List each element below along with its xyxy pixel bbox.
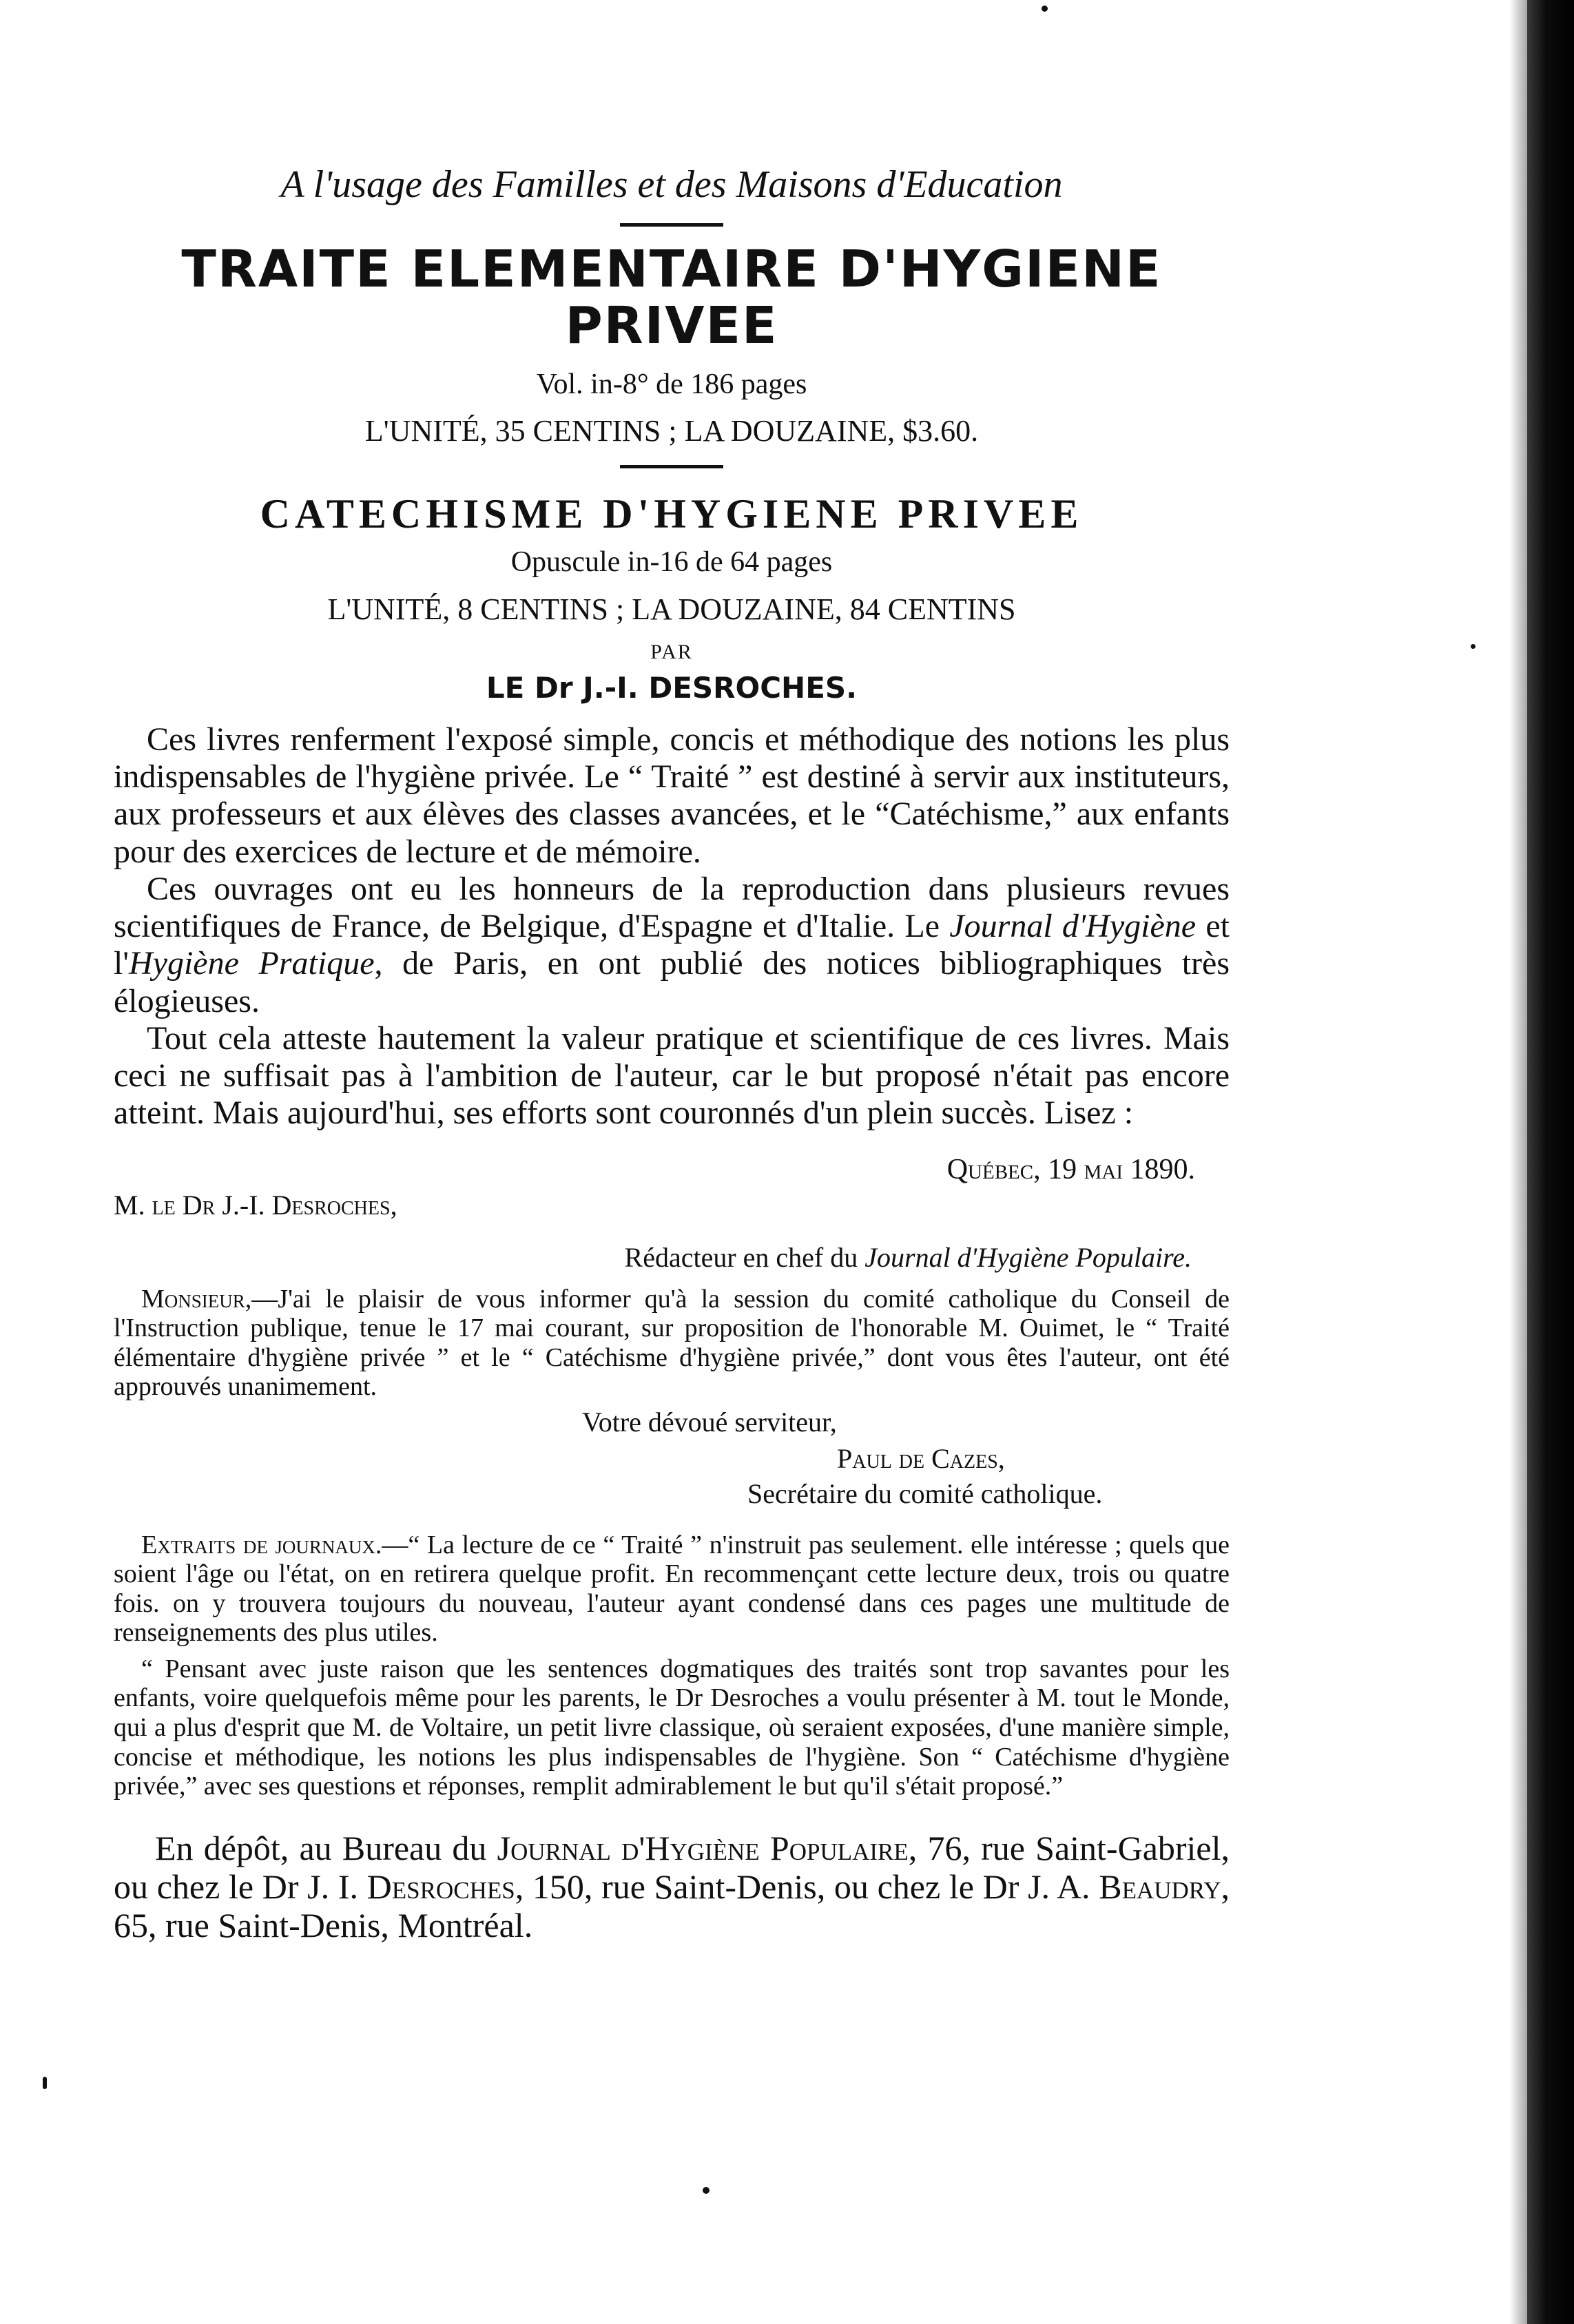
depot-paragraph (114, 1829, 1230, 1944)
body-paragraph-2 (114, 871, 1230, 1020)
document-body (114, 141, 1230, 1944)
divider (620, 223, 723, 227)
scan-speck (1471, 644, 1475, 649)
scan-speck (703, 2187, 710, 2194)
body-paragraph-1: Ces livres renferment l'exposé simple, concis et méthodique des notions les plus indispensables de l'hygiène privée. Le “ Traité ” est destiné à servir aux instituteurs, aux professeurs et aux élèves des classes avancées, et le “Catéchisme,” aux enfants pour des exercices de lecture et de mémoire. (114, 720, 1230, 870)
depot-beaudry: J. A. Beaudry (1028, 1867, 1221, 1906)
journal-title: Journal d'Hygiène Populaire. (864, 1241, 1192, 1273)
depot-text: , 76, rue Saint-Gabriel, ou chez le Dr (114, 1828, 1230, 1906)
letter-signature: Paul de Cazes, (837, 1442, 1005, 1474)
letter-redacteur (114, 1241, 1230, 1274)
body-text: et l' (114, 908, 1230, 982)
depot-text: , 150, rue Saint-Denis, ou chez le Dr (515, 1867, 1028, 1906)
author-line: LE Dr J.-I. DESROCHES. (486, 670, 858, 705)
letter-date: Québec, 19 mai 1890. (946, 1153, 1195, 1185)
scan-dark-edge (1527, 0, 1574, 2324)
extract-text: —“ La lecture de ce “ Traité ” n'instruit pas seulement. elle intéresse ; quels que soient l'âge ou l'état, on en retirera quelque profit. En recommençant cette lecture deux, trois ou quatre fois. on y trouvera toujours du nouveau, l'auteur ayant condensé dans ces pages une multitude de renseignements des plus utiles. (114, 1530, 1230, 1648)
extract-paragraph-1 (114, 1531, 1230, 1648)
extract-paragraph-2: “ Pensant avec juste raison que les sentences dogmatiques des traités sont trop savantes pour les enfants, voire quelquefois même pour les parents, le Dr Desroches a voulu présenter à M. tout le Monde, qui a plus d'esprit que M. de Voltaire, un petit livre classique, où seraient exposées, d'une manière simple, concise et méthodique, les notions les plus indispensables de l'hygiène. Son “ Catéchisme d'hygiène privée,” avec ses questions et réponses, remplit admirablement le but qu'il s'était proposé.” (114, 1654, 1230, 1801)
tagline: A l'usage des Familles et des Maisons d'Education (280, 163, 1063, 206)
depot-text: En dépôt, au Bureau du (155, 1828, 497, 1867)
extracts-label: Extraits de journaux. (141, 1530, 382, 1559)
body-text: Ces ouvrages ont eu les honneurs de la reproduction dans plusieurs revues scientifiques de France, de Belgique, d'Espagne et d'Italie. Le (114, 870, 1230, 945)
letter-addressee: M. le Dr J.-I. Desroches, (114, 1189, 397, 1221)
scan-speck (43, 2077, 47, 2089)
body-paragraph-3: Tout cela atteste hautement la valeur pratique et scientifique de ces livres. Mais ceci ne suffisait pas à l'ambition de l'auteur, car le but proposé n'était pas encore atteint. Mais aujourd'hui, ses efforts sont couronnés d'un plein succès. Lisez : (114, 1019, 1230, 1132)
depot-text: , 65, rue Saint-Denis, Montréal. (114, 1867, 1230, 1944)
depot-journal: Journal d'Hygiène Populaire (497, 1828, 909, 1867)
catechisme-price: L'UNITÉ, 8 CENTINS ; LA DOUZAINE, 84 CENTINS (327, 592, 1016, 626)
letter-signature-title: Secrétaire du comité catholique. (747, 1477, 1103, 1509)
traite-format: Vol. in-8° de 186 pages (536, 368, 807, 400)
body-text: , de Paris, en ont publié des notices bibliographiques très élogieuses. (114, 945, 1230, 1019)
catechisme-format: Opuscule in-16 de 64 pages (510, 546, 833, 579)
scan-speck (1042, 6, 1048, 12)
traite-price: L'UNITÉ, 35 CENTINS ; LA DOUZAINE, $3.60. (364, 414, 979, 448)
traite-title: TRAITE ELEMENTAIRE D'HYGIENE PRIVEE (181, 240, 1162, 355)
letter-closing: Votre dévoué serviteur, (582, 1406, 837, 1438)
journal-title: Journal d'Hygiène (949, 908, 1197, 945)
redacteur-prefix: Rédacteur en chef du (624, 1241, 865, 1273)
letter-text: —J'ai le plaisir de vous informer qu'à la session du comité catholique du Conseil de l'Instruction publique, tenue le 17 mai courant, sur proposition de l'honorable M. Ouimet, le “ Traité élémentaire d'hygiène privée ” et le “ Catéchisme d'hygiène privée,” dont vous êtes l'auteur, ont été approuvés unanimement. (114, 1284, 1230, 1402)
depot-desroches: J. I. Desroches (307, 1867, 515, 1906)
catechisme-title: CATECHISME D'HYGIENE PRIVEE (260, 491, 1084, 537)
journal-title: Hygiène Pratique (128, 945, 375, 982)
letter-header (114, 1153, 1230, 1236)
letter-salutation: Monsieur, (141, 1284, 252, 1314)
par-label: PAR (650, 640, 693, 663)
scan-shadow (1509, 0, 1527, 2324)
divider (620, 465, 723, 468)
letter-body (114, 1285, 1230, 1402)
